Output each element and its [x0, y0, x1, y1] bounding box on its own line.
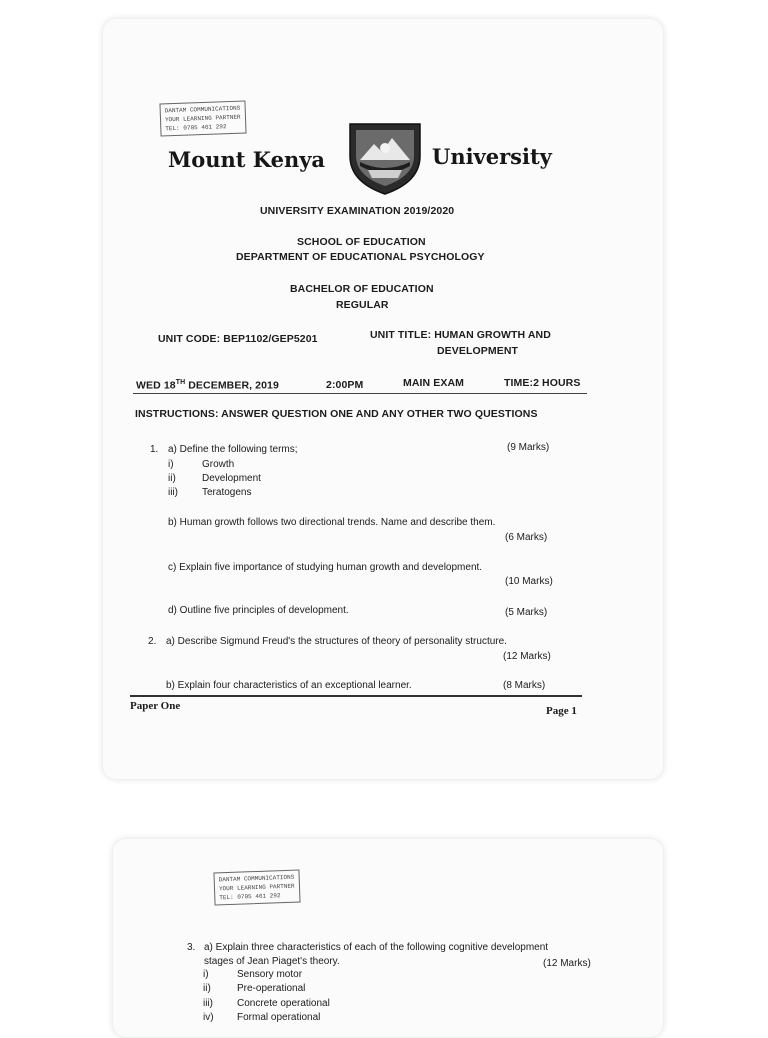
q3-item-3-roman: iii)	[203, 998, 213, 1009]
q1b-marks: (6 Marks)	[505, 532, 548, 543]
q1a-item-2-term: Development	[202, 473, 261, 484]
q3a-text-line-2: stages of Jean Piaget's theory.	[204, 956, 340, 967]
q1d-text: d) Outline five principles of development.	[168, 605, 349, 616]
programme-name: BACHELOR OF EDUCATION	[290, 283, 434, 295]
q3-item-1-roman: i)	[203, 969, 209, 980]
date-superscript: TH	[175, 379, 186, 386]
q2b-marks: (8 Marks)	[503, 680, 546, 691]
stamp2-line-2: YOUR LEARNING PARTNER	[218, 882, 295, 893]
exam-date	[136, 379, 279, 392]
q1c-marks: (10 Marks)	[505, 576, 553, 587]
q1a-text: a) Define the following terms;	[168, 444, 298, 455]
stamp2-line-1: DANTAM COMMUNICATIONS	[218, 873, 295, 884]
q3a-text-line-1: a) Explain three characteristics of each of the following cognitive development	[204, 942, 549, 953]
unit-title-line-2: DEVELOPMENT	[437, 345, 519, 357]
exam-duration: TIME:2 HOURS	[504, 377, 581, 389]
exam-type: MAIN EXAM	[403, 377, 464, 389]
exam-time: 2:00PM	[326, 379, 364, 391]
q3a-marks: (12 Marks)	[543, 958, 591, 969]
q1a-marks: (9 Marks)	[507, 442, 550, 453]
q1d-marks: (5 Marks)	[505, 607, 548, 618]
q1c-text: c) Explain five importance of studying human growth and development.	[168, 562, 483, 573]
q2b-text: b) Explain four characteristics of an exceptional learner.	[166, 680, 412, 691]
q3-item-2-term: Pre-operational	[237, 983, 306, 994]
q3-item-2-roman: ii)	[203, 983, 211, 994]
department-name: DEPARTMENT OF EDUCATIONAL PSYCHOLOGY	[236, 251, 485, 263]
q2a-marks: (12 Marks)	[503, 651, 551, 662]
exam-page-2	[112, 838, 664, 1038]
q2a-text: a) Describe Sigmund Freud's the structures of theory of personality structure.	[166, 636, 507, 647]
stamp-line-1: DANTAM COMMUNICATIONS	[164, 104, 241, 115]
footer-page-number: Page 1	[546, 705, 577, 717]
exam-title: UNIVERSITY EXAMINATION 2019/2020	[260, 205, 455, 217]
q1a-item-3-roman: iii)	[168, 487, 178, 498]
q1a-item-2-roman: ii)	[168, 473, 176, 484]
dantam-stamp-2	[213, 870, 300, 906]
q3-item-3-term: Concrete operational	[237, 998, 330, 1009]
q3-item-1-term: Sensory motor	[237, 969, 303, 980]
date-prefix: WED 18	[136, 379, 176, 392]
school-name: SCHOOL OF EDUCATION	[297, 236, 426, 248]
unit-title-line-1: UNIT TITLE: HUMAN GROWTH AND	[370, 329, 551, 341]
q1b-text: b) Human growth follows two directional trends. Name and describe them.	[168, 517, 496, 528]
q1-number: 1.	[150, 444, 159, 455]
q1a-item-1-term: Growth	[202, 459, 235, 470]
q3-item-4-term: Formal operational	[237, 1012, 321, 1023]
stamp-line-2: YOUR LEARNING PARTNER	[164, 113, 241, 124]
q2-number: 2.	[148, 636, 157, 647]
header-rule	[133, 393, 587, 394]
dantam-stamp	[159, 101, 246, 137]
q1a-item-3-term: Teratogens	[202, 487, 252, 498]
stamp2-line-3: TEL: 0705 461 292	[219, 892, 281, 902]
date-suffix: DECEMBER, 2019	[185, 379, 279, 392]
unit-code: UNIT CODE: BEP1102/GEP5201	[158, 333, 318, 345]
footer-paper: Paper One	[130, 700, 181, 712]
q1a-item-1-roman: i)	[168, 459, 174, 470]
q3-number: 3.	[187, 942, 196, 953]
university-name-right: University	[432, 144, 552, 169]
university-name-left: Mount Kenya	[168, 147, 326, 172]
q3-item-4-roman: iv)	[203, 1012, 214, 1023]
footer-rule	[130, 695, 582, 697]
instructions: INSTRUCTIONS: ANSWER QUESTION ONE AND ANY OTHER TWO QUESTIONS	[135, 408, 538, 420]
university-crest-icon	[344, 120, 426, 196]
study-mode: REGULAR	[336, 299, 389, 311]
stamp-line-3: TEL: 0705 461 292	[165, 123, 227, 133]
